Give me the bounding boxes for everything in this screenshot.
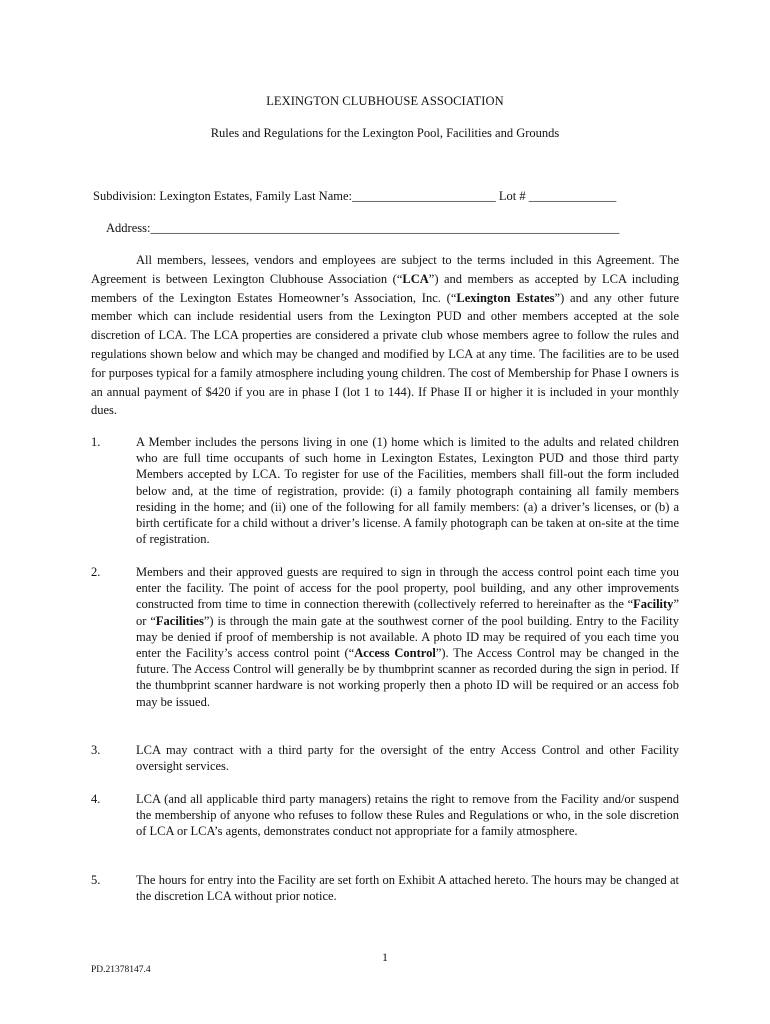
subdivision-family-lot-line: Subdivision: Lexington Estates, Family Last Name:_______________________ Lot # ______________ bbox=[93, 189, 617, 203]
document-subtitle: Rules and Regulations for the Lexington Pool, Facilities and Grounds bbox=[210, 126, 560, 140]
facility-defined-term: Facility bbox=[633, 597, 674, 612]
address-line: Address:___________________________________________________________________________ bbox=[106, 221, 620, 235]
lexington-estates-defined-term: Lexington Estates bbox=[456, 290, 555, 305]
rule-number: 1. bbox=[91, 435, 101, 449]
rule-item-3 bbox=[91, 742, 679, 774]
rule-text: LCA may contract with a third party for the oversight of the entry Access Control and other Facility oversight services. bbox=[136, 743, 679, 774]
rule-number: 3. bbox=[91, 743, 101, 757]
rule-item-4 bbox=[91, 791, 679, 840]
intro-paragraph: All members, lessees, vendors and employees are subject to the terms included in this Agreement. The Agreement is between Lexington Clubhouse Association (“LCA”) and members as accepted by LCA including members of the Lexington Estates Homeowner’s Association, Inc. (“Lexington Estates”) and any other future member which can include residential users from the Lexington PUD and other members accepted at the sole discretion of LCA. The LCA properties are considered a private club whose members agree to follow the rules and regulations shown below and which may be changed and modified by LCA at any time. The facilities are to be used for purposes typical for a family atmosphere including young children. The cost of Membership for Phase I owners is an annual payment of $420 if you are in phase I (lot 1 to 144). If Phase II or higher it is included in your monthly dues. bbox=[91, 253, 680, 418]
facilities-defined-term: Facilities bbox=[155, 613, 204, 628]
rule-number: 2. bbox=[91, 565, 101, 579]
rule-text: The hours for entry into the Facility are set forth on Exhibit A attached hereto. The hours may be changed at the discretion LCA without prior notice. bbox=[136, 873, 679, 904]
rule-number: 4. bbox=[91, 792, 101, 806]
page-number: 1 bbox=[382, 950, 388, 964]
document-title: LEXINGTON CLUBHOUSE ASSOCIATION bbox=[266, 94, 504, 108]
rule-text: A Member includes the persons living in one (1) home which is limited to the adults and related children who are full time occupants of such home in Lexington Estates, Lexington PUD and those third party Members accepted by LCA. To register for use of the Facilities, members shall fill-out the form included below and, at the time of registration, provide: (i) a family photograph containing all family members residing in the home; and (ii) one of the following for all family members: (a) a driver’s licenses, or (b) a birth certificate for a child without a driver’s license. A family photograph can be taken at on-site at the time of registration. bbox=[136, 435, 679, 547]
rule-item-1 bbox=[91, 434, 679, 547]
document-id: PD.21378147.4 bbox=[91, 965, 151, 975]
rule-text: Members and their approved guests are required to sign in through the access control point each time you enter the facility. The point of access for the pool property, pool building, and any other improvements constructed from time to time in connection therewith (collectively referred to hereinafter as the “Facility” or “Facilities”) is through the main gate at the southwest corner of the pool building. Entry to the Facility may be denied if proof of membership is not available. A photo ID may be required of you each time you enter the Facility’s access control point (“Access Control”). The Access Control may be changed in the future. The Access Control will generally be by thumbprint scanner as recorded during the sign in period. If the thumbprint scanner hardware is not working properly then a photo ID will be required or an access fob may be issued. bbox=[136, 565, 679, 709]
rule-item-5 bbox=[91, 872, 679, 904]
access-control-defined-term: Access Control bbox=[354, 646, 436, 661]
lca-defined-term: LCA bbox=[402, 271, 429, 286]
rule-number: 5. bbox=[91, 873, 101, 887]
rule-item-2 bbox=[91, 564, 679, 710]
rule-text: LCA (and all applicable third party managers) retains the right to remove from the Facility and/or suspend the membership of anyone who refuses to follow these Rules and Regulations or who, in the sole discretion of LCA or LCA’s agents, demonstrates conduct not appropriate for a family atmosphere. bbox=[136, 792, 679, 839]
